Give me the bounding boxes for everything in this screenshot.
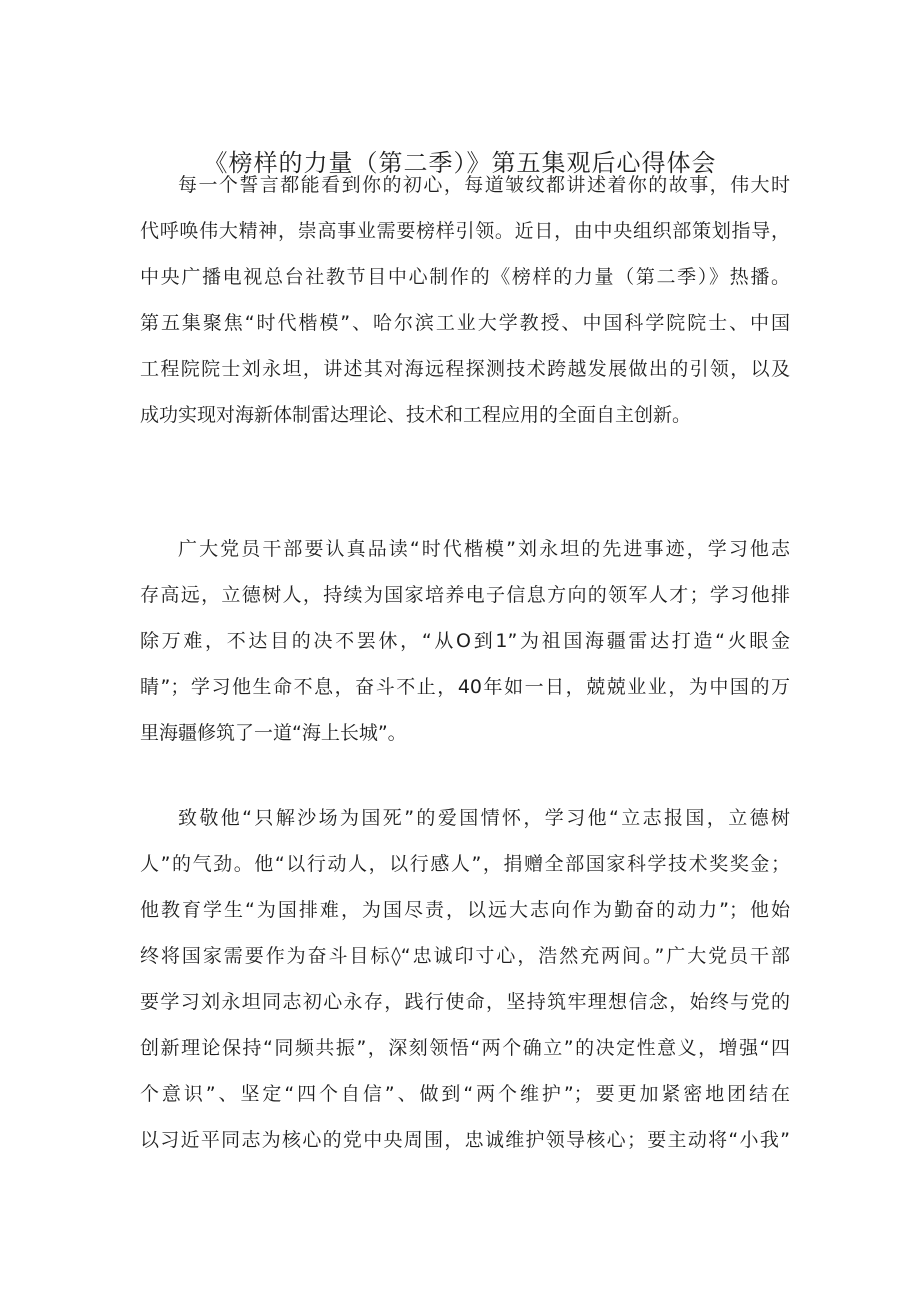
paragraph-line: 第五集聚焦“时代楷模”、哈尔滨工业大学教授、中国科学院院士、中国 [140, 312, 790, 334]
paragraph-line: 存高远，立德树人，持续为国家培养电子信息方向的领军人才；学习他排 [140, 584, 790, 606]
paragraph-line: 中央广播电视总台社教节目中心制作的《榜样的力量（第二季）》热播。 [140, 266, 790, 288]
paragraph-line: 以习近平同志为核心的党中央周围，忠诚维护领导核心；要主动将“小我” [140, 1129, 790, 1151]
document-title: 《榜样的力量（第二季）》第五集观后心得体会 [203, 149, 717, 177]
paragraph-line: 要学习刘永坦同志初心永存，践行使命，坚持筑牢理想信念，始终与党的 [140, 991, 790, 1013]
paragraph-line: 成功实现对海新体制雷达理论、技术和工程应用的全面自主创新。 [140, 404, 692, 426]
paragraph-1 [140, 162, 790, 438]
paragraph-line: 每一个誓言都能看到你的初心，每道皱纹都讲述着你的故事，伟大时 [178, 174, 790, 196]
paragraph-3 [140, 795, 790, 1163]
paragraph-line: 代呼唤伟大精神，崇高事业需要榜样引领。近日，由中央组织部策划指导， [140, 220, 790, 242]
paragraph-line: 广大党员干部要认真品读“时代楷模”刘永坦的先进事迹，学习他志 [178, 538, 790, 560]
paragraph-line: 工程院院士刘永坦，讲述其对海远程探测技术跨越发展做出的引领，以及 [140, 358, 790, 380]
paragraph-line: 终将国家需要作为奋斗目标◊“忠诚印寸心，浩然充两间。”广大党员干部 [140, 945, 790, 967]
paragraph-line: 除万难，不达目的决不罢休，“从O到1”为祖国海疆雷达打造“火眼金 [140, 630, 790, 652]
paragraph-line: 致敬他“只解沙场为国死”的爱国情怀，学习他“立志报国，立德树 [178, 807, 790, 829]
paragraph-line: 睛”；学习他生命不息，奋斗不止，40年如一日，兢兢业业，为中国的万 [140, 676, 790, 698]
paragraph-line: 他教育学生“为国排难，为国尽责，以远大志向作为勤奋的动力”；他始 [140, 899, 790, 921]
paragraph-line: 里海疆修筑了一道“海上长城”。 [140, 722, 407, 744]
paragraph-2 [140, 526, 790, 756]
paragraph-line: 创新理论保持“同频共振”，深刻领悟“两个确立”的决定性意义，增强“四 [140, 1037, 790, 1059]
paragraph-line: 人”的气劲。他“以行动人，以行感人”，捐赠全部国家科学技术奖奖金； [140, 853, 790, 875]
paragraph-line: 个意识”、坚定“四个自信”、做到“两个维护”；要更加紧密地团结在 [140, 1083, 790, 1105]
